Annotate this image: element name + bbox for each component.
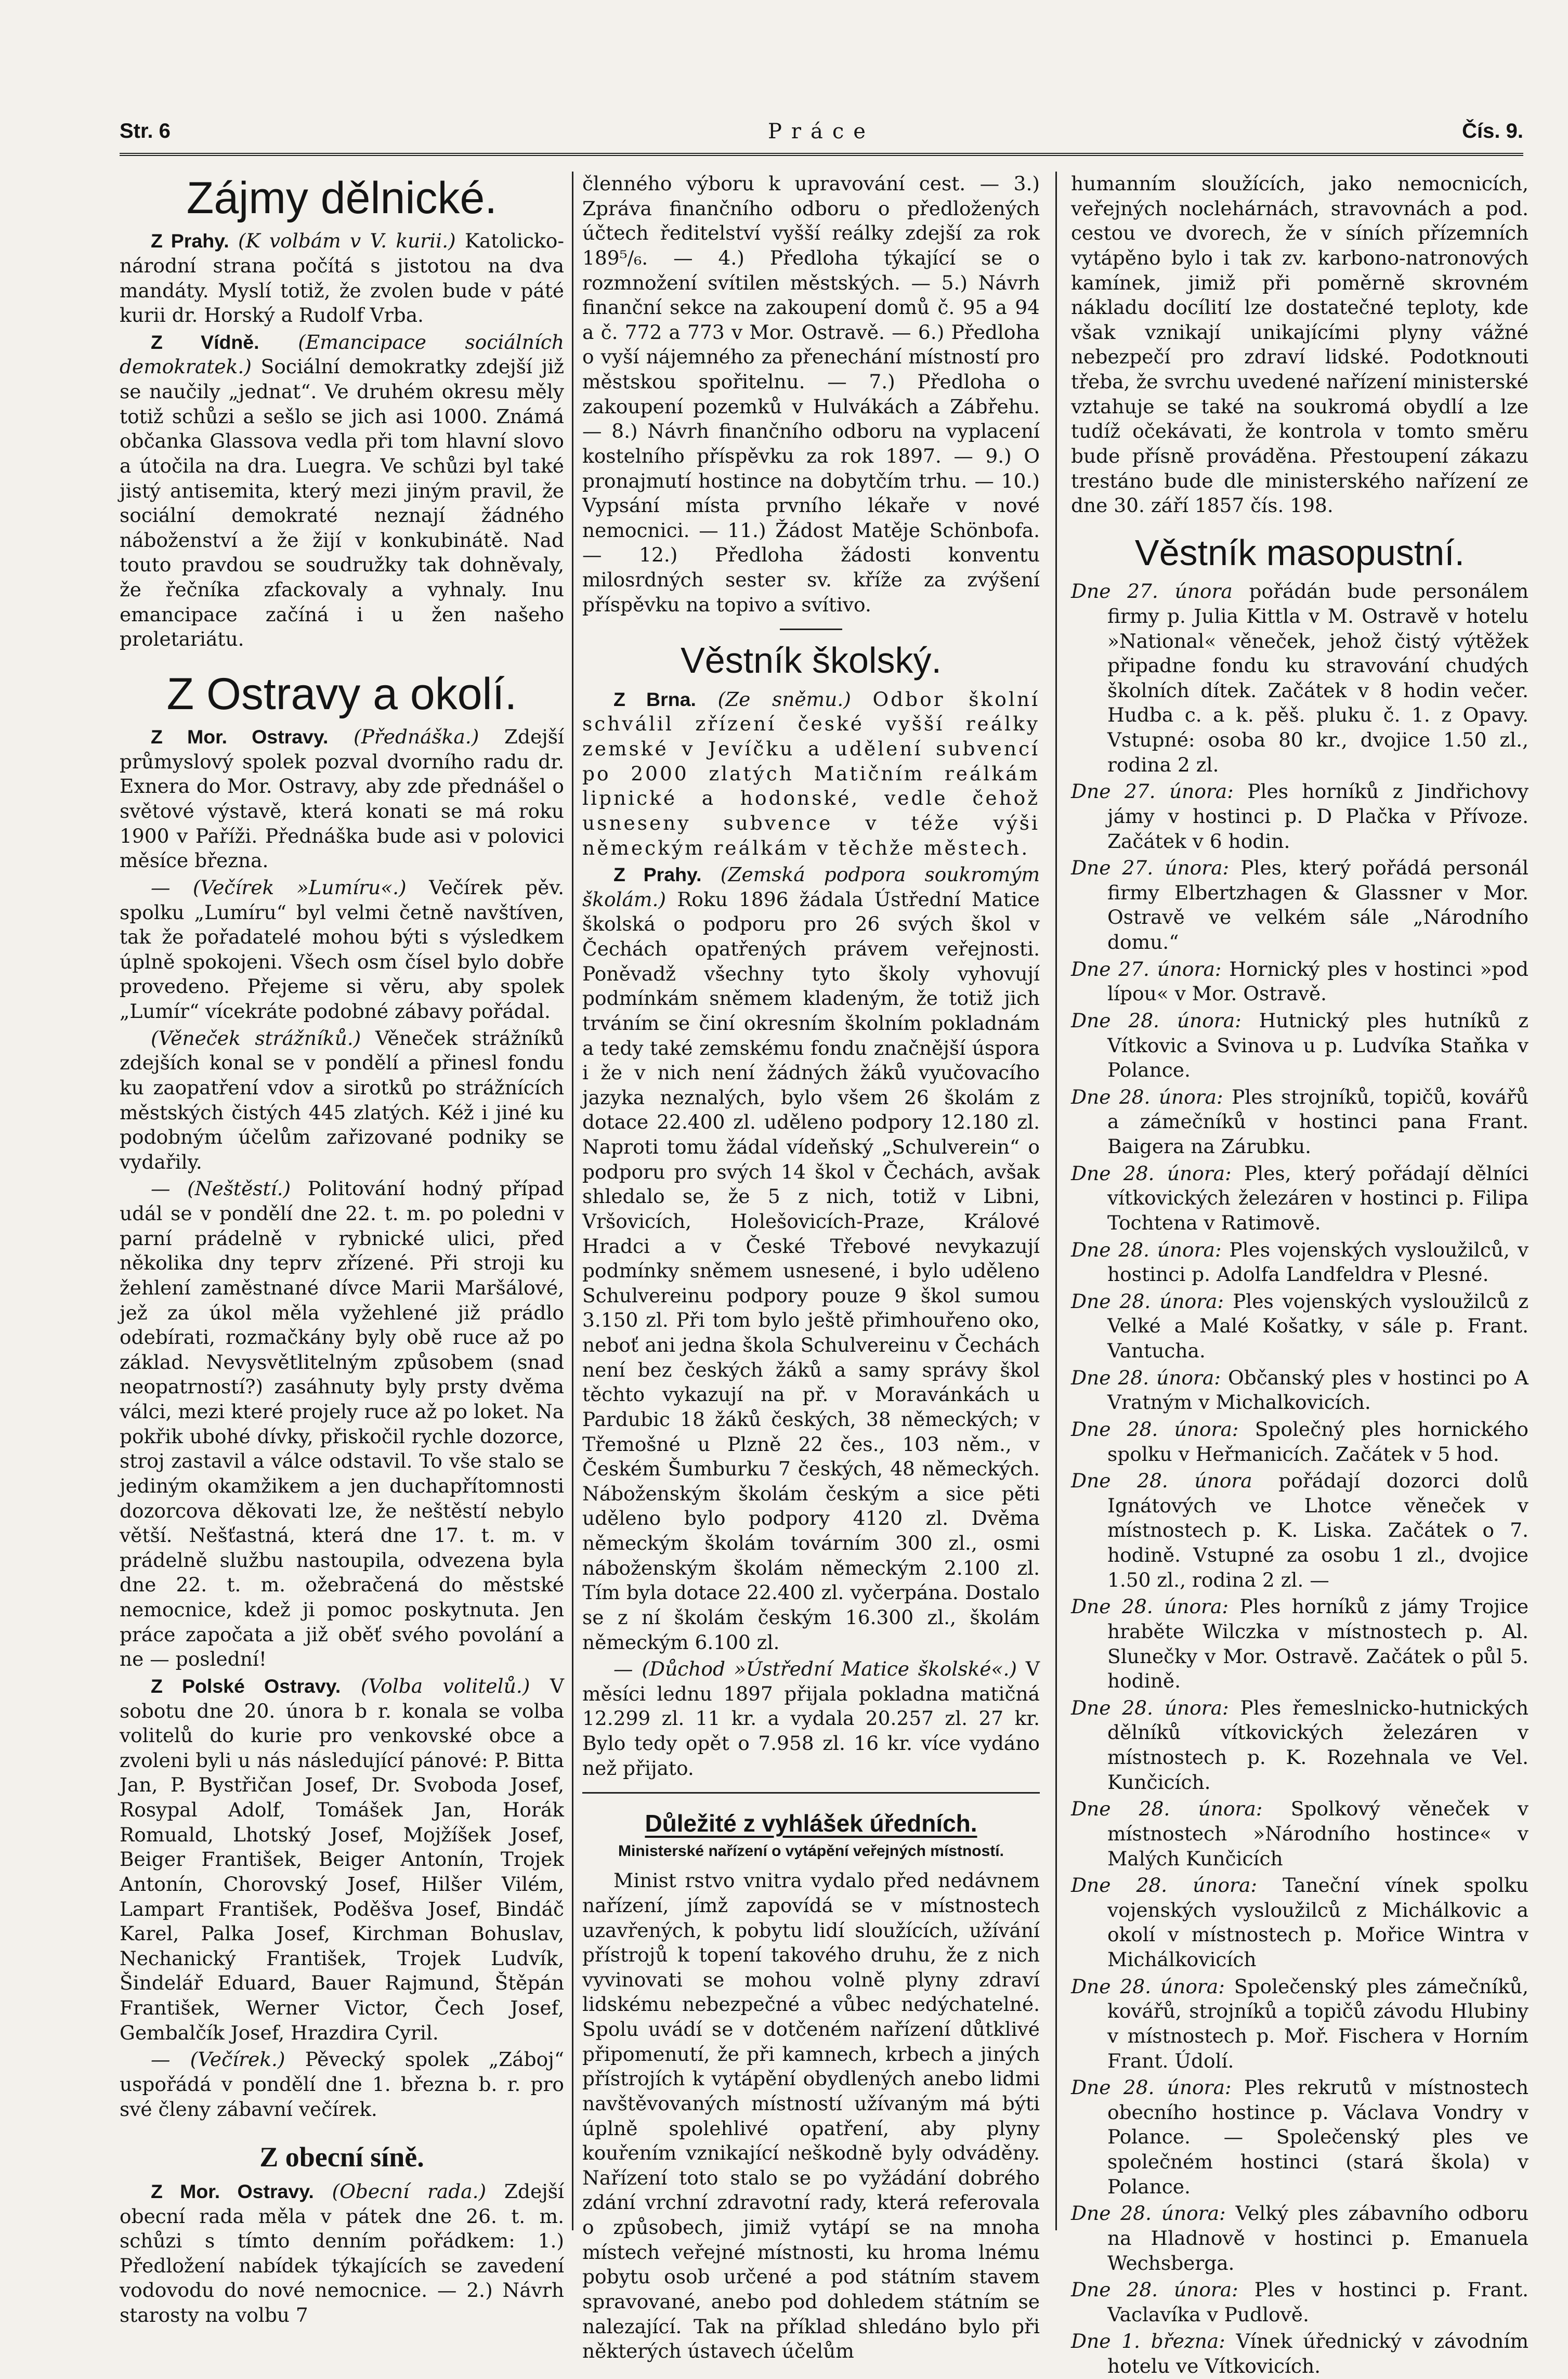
event-date: Dne 27. února: xyxy=(1071,780,1234,803)
event-item xyxy=(1071,1469,1528,1592)
event-item xyxy=(1071,1009,1528,1083)
event-text: Ples, který pořádají dělníci vítkovických železáren v hostinci p. Filipa Tochtena v Ratimově. xyxy=(1107,1161,1529,1234)
event-text: Ples v hostinci p. Frant. Vaclavíka v Pudlově. xyxy=(1107,2278,1528,2326)
event-text: Ples horníků z jámy Trojice hraběte Wilczka v místnostech p. Al. Slunečky v Mor. Ostravě. Začátek o půl 5. hodině. xyxy=(1107,1595,1529,1693)
event-text: Hutnický ples hutníků z Vítkovic a Svinova u p. Ludvíka Staňka v Polance. xyxy=(1107,1009,1529,1082)
event-date: Dne 28. února: xyxy=(1071,1797,1263,1821)
event-text: Ples řemeslnicko-hutnických dělníků vítkovických železáren v místnostech p. K. Rozehnala ve Vel. Kunčicích. xyxy=(1107,1696,1528,1794)
section-title-vestnik-masopustni: Věstník masopustní. xyxy=(1134,532,1465,573)
event-item xyxy=(1071,1873,1528,1972)
article: humanním sloužících, jako nemocnicích, veřejných noclehárnách, stravovnách a pod. cestou ve dvorech, že v síních přízemních vytápěno bylo i tak zv. karbono-natronových kamínek, jimiž při poměrně skrovném nákladu docílití lze dostatečné teploty, kde však vznikají unikajícími plyny vážné nebezpečí pro zdraví lidské. Podotknouti třeba, že svrchu uvedené nařízení ministerské vztahuje se také na soukromá obydlí a lze tudíž očekávati, že kontrola v tomto směru bude přísně prováděna. Přestoupení zákazu trestáno bude dle ministerského nařízení ze dne 30. září 1857 čís. 198. xyxy=(1071,172,1528,517)
section-title-obecni-sin: Z obecní síně. xyxy=(259,2141,424,2173)
event-date: Dne 28. února: xyxy=(1071,1009,1242,1032)
event-text: Taneční vínek spolku vojenských vysloužilců z Michálkovic a okolí v místnostech p. Mořice Wintra v Michálkovicích xyxy=(1107,1874,1529,1971)
article: členného výboru k upravování cest. — 3.) Zpráva finančního odboru o předložených účtech ředitelství vyšší reálky zdejší za rok 189⁵/₆. — 4.) Předloha týkající se o rozmnožení svítilen městských. — 5.) Návrh finanční sekce na zakoupení domů č. 95 a 94 a č. 772 a 773 v Mor. Ostravě. — 6.) Předloha o vyší nájemného za přenechání místností pro městskou spořitelnu. — 7.) Předloha o zakoupení pozemků v Hulvákách a Zábřehu. — 8.) Návrh finančního odboru na vyplacení kostelního příspěvku za rok 1897. — 9.) O pronajmutí hostince na dobytčím trhu. — 10.) Vypsání místa prvního lékaře v nové nemocnici. — 11.) Žádost Matěje Schönbofa. — 12.) Předloha žádosti konventu milosrdných sester sv. kříže za zvýšení příspěvku na topivo a svítivo. xyxy=(582,172,1040,616)
article: — (Večírek.) Pěvecký spolek „Záboj“ uspořádá v pondělí dne 1. března b. r. pro své členy zábavní večírek. xyxy=(120,2048,564,2121)
article: Z Vídně. (Emancipace sociálních demokratek.) Sociální demokratky zdejší již se naučily „jednat“. Ve druhém okresu měly totiž schůzi a sešlo se jich asi 1000. Známá občanka Glassova vedla při tom hlavní slovo a útočila na dra. Luegra. Ve schůzi byl také jistý antisemita, který mezi jiným pravil, že sociální demokraté neznají žádného náboženství a že žijí v konkubinátě. Nad touto pravdou se soudružky tak dohněvaly, že řečníka zfackovaly a vyhnaly. Inu emancipace začíná i u žen našeho proletariátu. xyxy=(120,330,565,651)
article: (Věneček strážníků.) Věneček strážníků zdejších konal se v pondělí a přinesl fondu ku zaopatření vdov a sirotků po strážnících městských čistých 445 zlatých. Kéž i jiné ku podobným účelům zařizované podniky se vydařily. xyxy=(120,1026,564,1173)
event-text: Ples strojníků, topičů, kovářů a zámečníků v hostinci pana Frant. Baigera na Zárubku. xyxy=(1107,1085,1529,1158)
event-item xyxy=(1071,1797,1528,1871)
event-item xyxy=(1071,1366,1528,1415)
event-item xyxy=(1071,1696,1528,1795)
event-date: Dne 28. února: xyxy=(1071,1417,1239,1441)
event-item xyxy=(1071,1085,1528,1159)
article: Z Mor. Ostravy. (Obecní rada.) Zdejší obecní rada měla v pátek dne 26. t. m. schůzi s tímto denním pořádkem: 1.) Předložení nabídek týkajících se zavedení vodovodu do nové nemocnice. — 2.) Návrh starosty na volbu 7 xyxy=(120,2179,565,2327)
event-text: Vínek úřednický v závodním hotelu ve Vítkovicích. xyxy=(1107,2330,1529,2377)
event-date: Dne 28. února: xyxy=(1071,1874,1257,1897)
event-item xyxy=(1071,2278,1528,2327)
event-text: pořádají dozorci dolů Ignátových ve Lhotce věneček v místnostech p. K. Liska. Začátek o 7. hodině. Vstupné za osobu 1 zl., dvojice 1.50 zl., rodina 2 zl. — xyxy=(1107,1469,1528,1591)
article: Z Mor. Ostravy. (Přednáška.) Zdejší průmyslový spolek pozval dvorního radu dr. Exnera do Mor. Ostravy, aby zde přednášel o světové výstavě, která konati se má roku 1900 v Paříži. Přednáška bude asi v polovici měsíce března. xyxy=(120,725,565,872)
section-title-vestnik-skolsky: Věstník školský. xyxy=(681,640,942,681)
event-text: pořádán bude personálem firmy p. Julia Kittla v M. Ostravě v hotelu »National« věneček, jehož čistý výtěžek připadne fondu ku stravování chudých školních dítek. Začátek v 8 hodin večer. Hudba c. a k. pěš. pluku č. 1. z Opavy. Vstupné: osoba 80 kr., dvojice 1.50 zl., rodina 2 zl. xyxy=(1107,580,1528,776)
article: Z Polské Ostravy. (Volba volitelů.) V sobotu dne 20. února b r. konala se volba volitelů do kurie pro venkovské obce a zvoleni byli u nás následující pánové: P. Bitta Jan, P. Bystřičan Josef, Dr. Svoboda Josef, Rosypal Adolf, Tomášek Jan, Horák Romuald, Lhotský Josef, Mojžíšek Josef, Beiger František, Beiger Antonín, Trojek Antonín, Chorovský Josef, Hilšer Vilém, Lampart František, Poděšva Josef, Bindáč Karel, Palka Josef, Kirchman Bohuslav, Nechanický František, Trojek Ludvík, Šindelář Eduard, Bauer Rajmund, Štěpán František, Werner Victor, Čech Josef, Gembalčík Josef, Hrazdira Cyril. xyxy=(120,1674,564,2044)
event-text: Velký ples zábavního odboru na Hladnově v hostinci p. Emanuela Wechsberga. xyxy=(1107,2202,1528,2275)
section-title-zajmy: Zájmy dělnické. xyxy=(186,173,498,223)
event-text: Ples vojenských vysloužilců z Velké a Malé Košatky, v sále p. Frant. Vantucha. xyxy=(1107,1289,1528,1362)
event-item xyxy=(1071,1417,1528,1467)
section-title-vyhlasky: Důležité z vyhlášek úředních. xyxy=(645,1810,977,1837)
event-item xyxy=(1071,779,1528,854)
article: Z Prahy. (K volbám v V. kurii.) Katolicko-národní strana počítá s jistotou na dva mandáty. Myslí totiž, že zvolen bude v páté kurii dr. Horský a Rudolf Vrba. xyxy=(120,229,565,327)
event-item xyxy=(1071,1238,1528,1287)
event-item xyxy=(1071,1594,1528,1694)
event-item xyxy=(1071,1289,1528,1364)
event-item xyxy=(1071,1161,1528,1236)
event-text: Hornický ples v hostinci »pod lípou« v Mor. Ostravě. xyxy=(1107,957,1529,1005)
event-date: Dne 28. února: xyxy=(1071,1161,1232,1185)
event-date: Dne 28. února: xyxy=(1071,1696,1229,1719)
event-item xyxy=(1071,957,1528,1006)
event-date: Dne 28. února: xyxy=(1071,1595,1229,1618)
event-text: Ples horníků z Jindřichovy jámy v hostinci p. D Plačka v Přívoze. Začátek v 6 hodin. xyxy=(1107,780,1529,853)
event-text: Ples rekrutů v místnostech obecního hostince p. Václava Vondry v Polance. — Společenský ples ve společném hostinci (stará škola) v Polance. xyxy=(1107,2076,1529,2198)
event-date: Dne 28. února: xyxy=(1071,2202,1226,2225)
article: Z Brna. (Ze sněmu.) Odbor školní schválil zřízení české vyšší reálky zemské v Jevíčku a udělení subvencí po 2000 zlatých Matičním reálkám lipnické a hodonské, vedle čehož usneseny subvence v téže výši německým reálkám v těchže městech. xyxy=(582,687,1040,859)
masthead-title: Práce xyxy=(768,120,875,143)
separator xyxy=(780,629,842,630)
event-date: Dne 28. února: xyxy=(1071,1085,1223,1108)
event-date: Dne 27. února: xyxy=(1071,957,1222,981)
event-list xyxy=(1071,579,1528,2378)
event-date: Dne 1. března: xyxy=(1071,2330,1225,2353)
article: Z Prahy. (Zemská podpora soukromým školám.) Roku 1896 žádala Ústřední Matice školská o podporu pro 26 svých škol v Čechách opatřených právem veřejnosti. Poněvadž všechny tyto školy vyhovují podmínkám sněmem kladeným, že totiž jich trváním se činí okresním školním pokladnám a tedy také zemskému fondu značnější úspora i že v nich není žádných žáků vyučovacího jazyka neznalých, bylo všem 26 školám z dotace 22.400 zl. uděleno podpory 12.180 zl. Naproti tomu žádal vídeňský „Schulverein“ o podporu pro svých 14 škol v Čechách, avšak shledalo se, že 5 z nich, totiž v Libni, Vršovicích, Holešovicích-Praze, Králové Hradci a v České Třebové nevykazují podmínky sněmem usnesené, i bylo uděleno Schulvereinu podpory pouze 9 škol sumou 3.150 zl. Při tom bylo ještě přimhouřeno oko, neboť ani jedna škola Schulvereinu v Čechách není bez českých žáků a samy správy škol těchto vykazují na př. v Moravánkách u Pardubic 18 žáků českých, 38 německých; v Třemošné u Plzně 22 čes., 103 něm., v Českém Šumburku 7 českých, 48 německých. Náboženským školám českým a sice pěti uděleno bylo podpory 4120 zl. Dvěma německým školám továrním 300 zl., osmi náboženským školám německým 2.100 zl. Tím byla dotace 22.400 zl. vyčerpána. Dostalo se z ní školám českým 16.300 zl., školám německým 6.100 zl. xyxy=(582,863,1040,1654)
column-rule xyxy=(572,172,573,2230)
article: Minist rstvo vnitra vydalo před nedávnem nařízení, jímž zapovídá se v místnostech uzavřených, k pobytu lidí sloužících, užívání přístrojů k topení takového druhu, že z nich vyvinovati se mohou volně plyny zdraví lidskému nebezpečné a vůbec nedýchatelné. Spolu uvádí se v dotčeném nařízení důtklivé připomenutí, že při kamnech, krbech a jiných přístrojích k vytápění obydlených anebo lidmi navštěvovaných místností užívaným má býti úplně spolehlivé opatření, aby plyny kouřením vznikající neškodně byly odváděny. Nařízení toto stalo se po vyžádání dobrého zdání vrchní zdravotní rady, která referovala o způsobech, jimiž vytápí se na mnoha místech veřejné místnosti, ku hroma lnému pobytu osob určené a pod státním stavem spravované, anebo pod dohledem státním se nalezající. Tak na příklad shledáno bylo při některých ústavech účelům xyxy=(582,1869,1040,2363)
event-item xyxy=(1071,2075,1528,2199)
column-1 xyxy=(120,172,565,2327)
event-item xyxy=(1071,856,1528,955)
column-2 xyxy=(582,172,1040,2363)
event-date: Dne 27. února: xyxy=(1071,856,1230,880)
event-item xyxy=(1071,2201,1528,2276)
event-item xyxy=(1071,1975,1528,2074)
page-header xyxy=(120,120,1523,156)
column-3 xyxy=(1071,172,1529,2377)
event-date: Dne 28. února: xyxy=(1071,2076,1232,2099)
event-date: Dne 28. února: xyxy=(1071,1238,1222,1261)
event-text: Občanský ples v hostinci po A Vratným v Michalkovicích. xyxy=(1107,1366,1529,1414)
event-text: Společný ples hornického spolku v Heřmanicích. Začátek v 5 hod. xyxy=(1107,1417,1528,1466)
event-date: Dne 28. února: xyxy=(1071,2278,1238,2302)
separator xyxy=(582,1792,1040,1794)
section-title-ostrava: Z Ostravy a okolí. xyxy=(166,669,517,719)
article: — (Večírek »Lumíru«.) Večírek pěv. spolku „Lumíru“ byl velmi četně navštíven, tak že pořadatelé mohou býti s výsledkem úplně spokojeni. Všech osm čísel bylo dobře provedeno. Přejeme si věru, aby spolek „Lumír“ vícekráte podobné zábavy pořádal. xyxy=(120,875,565,1023)
article: — (Důchod »Ústřední Matice školské«.) V měsíci lednu 1897 přijala pokladna matičná 12.299 zl. 11 kr. a vydala 20.257 zl. 27 kr. Bylo tedy opět o 7.958 zl. 16 kr. více vydáno než přijato. xyxy=(582,1657,1040,1780)
event-text: Ples, který pořádá personál firmy Elbertzhagen & Glassner v Mor. Ostravě ve velkém sále „Národního domu.“ xyxy=(1107,856,1528,953)
event-text: Ples vojenských vysloužilců, v hostinci p. Adolfa Landfeldra v Plesné. xyxy=(1107,1238,1528,1286)
event-date: Dne 28. února: xyxy=(1071,1366,1221,1389)
issue-number: Čís. 9. xyxy=(1462,120,1523,142)
event-date: Dne 28. února: xyxy=(1071,1289,1224,1313)
event-date: Dne 28. února: xyxy=(1071,1975,1225,1998)
event-date: Dne 28. února xyxy=(1071,1469,1252,1493)
event-item xyxy=(1071,2329,1528,2378)
article: — (Neštěstí.) Politování hodný případ udál se v pondělí dne 22. t. m. po poledni v parní prádelně v rybnické ulici, před několika dny teprv zřízené. Při stroji ku žehlení zaměstnané dívce Marii Maršálové, jež za úkol měla vyžehlené již prádlo odebírati, rozmačkány byly obě ruce až po základ. Nevysvětlitelným způsobem (snad neopatrností?) zasáhnuty byly prsty dvěma válci, mezi které projely ruce až po loket. Na pokřik ubohé dívky, přiskočil rychle dozorce, stroj zastavil a válce odstavil. To vše stalo se jediným okamžikem a jen duchapřítomnosti dozorcova děkovati lze, že neštěstí nebylo větší. Nešťastná, která dne 17. t. m. v prádelně službu nastoupila, odvezena byla dne 22. t. m. ožebračená do městské nemocnice, kdež ji pomoc poskytnuta. Jen práce započata a již oběť svého povolání a ne — poslední! xyxy=(120,1177,565,1671)
section-subtitle: Ministerské nařízení o vytápění veřejných místností. xyxy=(618,1842,1004,1860)
column-rule xyxy=(1055,172,1057,2230)
event-item xyxy=(1071,579,1528,777)
page-number: Str. 6 xyxy=(120,120,171,142)
event-text: Společenský ples zámečníků, kovářů, strojníků a topičů závodu Hlubiny v místnostech p. Moř. Fischera v Horním Frant. Údolí. xyxy=(1107,1975,1529,2072)
event-date: Dne 27. února xyxy=(1071,580,1233,603)
event-text: Spolkový věneček v místnostech »Národního hostince« v Malých Kunčicích xyxy=(1107,1797,1529,1870)
